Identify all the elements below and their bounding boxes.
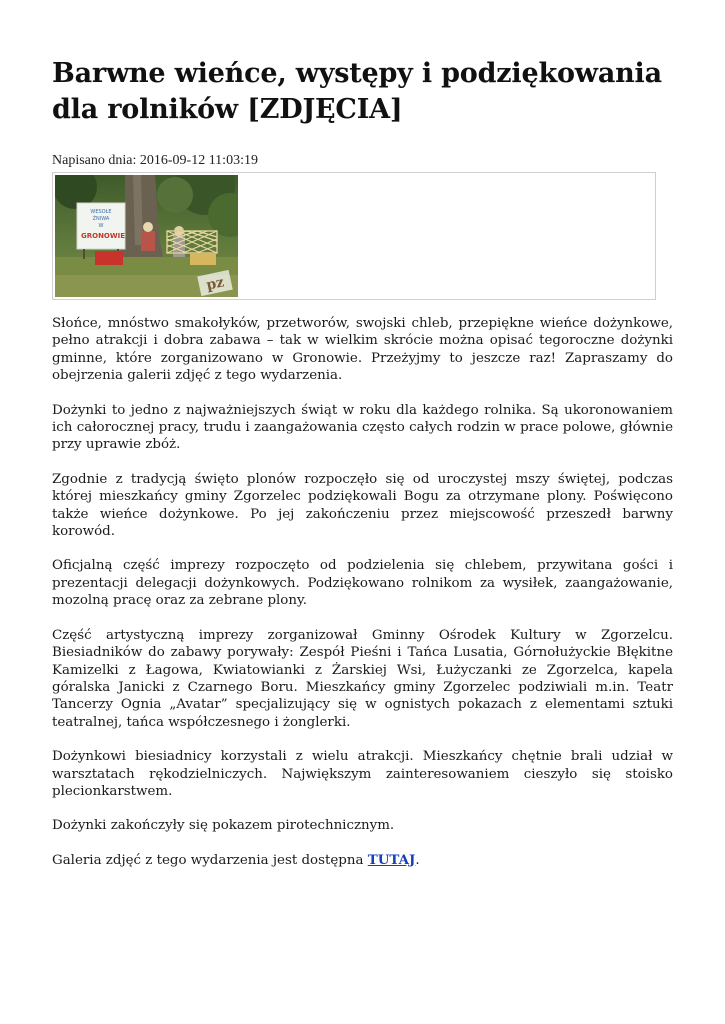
svg-text:pz: pz	[204, 274, 226, 294]
gallery-paragraph	[52, 852, 673, 869]
article-paragraph: Oficjalną część imprezy rozpoczęto od podzielenia się chlebem, przywitana gości i prezentacji delegacji dożynkowych. Podziękowano rolnikom za wysiłek, zaangażowanie, mozolną pracę oraz za zebrane plony.	[52, 558, 673, 609]
gallery-link[interactable]: TUTAJ	[367, 851, 416, 868]
article-paragraph: Dożynkowi biesiadnicy korzystali z wielu atrakcji. Mieszkańcy chętnie brali udział w warsztatach rękodzielniczych. Największym zainteresowaniem cieszyło się stoisko plecionkarstwem.	[52, 749, 673, 799]
article-image-frame	[52, 172, 656, 300]
article-paragraph: Dożynki zakończyły się pokazem pirotechnicznym.	[52, 818, 395, 834]
article-paragraph: Zgodnie z tradycją święto plonów rozpoczęło się od uroczystej mszy świętej, podczas której mieszkańcy gminy Zgorzelec podziękowali Bogu za otrzymane plony. Poświęcono także wieńce dożynkowe. Po jej zakończeniu przez miejscowość przeszedł barwny korowód.	[52, 471, 673, 540]
article-photo[interactable]	[55, 175, 238, 297]
article-paragraph: Część artystyczną imprezy zorganizował Gminny Ośrodek Kultury w Zgorzelcu. Biesiadników do zabawy porywały: Zespół Pieśni i Tańca Lusatia, Górnołużyckie Błękitne Kamizelki z Łagowa, Kwiatowianki z Żarskiej Wsi, Łużyczanki ze Zgorzelca, kapela góralska Janicki z Czarnego Boru. Mieszkańcy gminy Zgorzelec podziwiali m.in. Teatr Tancerzy Ognia „Avatar” specjalizujący się w ognistych pokazach z elementami sztuki teatralnej, tańca współczesnego i żonglerki.	[52, 627, 673, 730]
sign-text-line: GRONOWIE	[80, 232, 126, 240]
gallery-text: Galeria zdjęć z tego wydarzenia jest dostępna	[52, 852, 368, 868]
article	[52, 0, 673, 886]
publish-date: Napisano dnia: 2016-09-12 11:03:19	[52, 153, 258, 168]
sign-text-line: ŻNIWA	[92, 216, 110, 222]
sign-text-line: W	[98, 223, 104, 229]
sign-text-line: WESOŁE	[90, 209, 112, 215]
gallery-suffix: .	[415, 852, 420, 868]
harvest-festival-photo	[55, 175, 238, 297]
article-paragraph: Słońce, mnóstwo smakołyków, przetworów, swojski chleb, przepiękne wieńce dożynkowe, pełno atrakcji i dobra zabawa – tak w wielkim skrócie można opisać tegoroczne dożynki gminne, które zorganizowano w Gronowie. Przeżyjmy to jeszcze raz! Zapraszamy do obejrzenia galerii zdjęć z tego wydarzenia.	[52, 316, 673, 384]
article-paragraph: Dożynki to jedno z najważniejszych świąt w roku dla każdego rolnika. Są ukoronowaniem ich całorocznej pracy, trudu i zaangażowania często całych rodzin w prace polowe, głównie przy uprawie zbóż.	[52, 402, 673, 453]
article-title: Barwne wieńce, występy i podziękowania dla rolników [ZDJĘCIA]	[52, 58, 662, 125]
article-body	[52, 315, 673, 869]
